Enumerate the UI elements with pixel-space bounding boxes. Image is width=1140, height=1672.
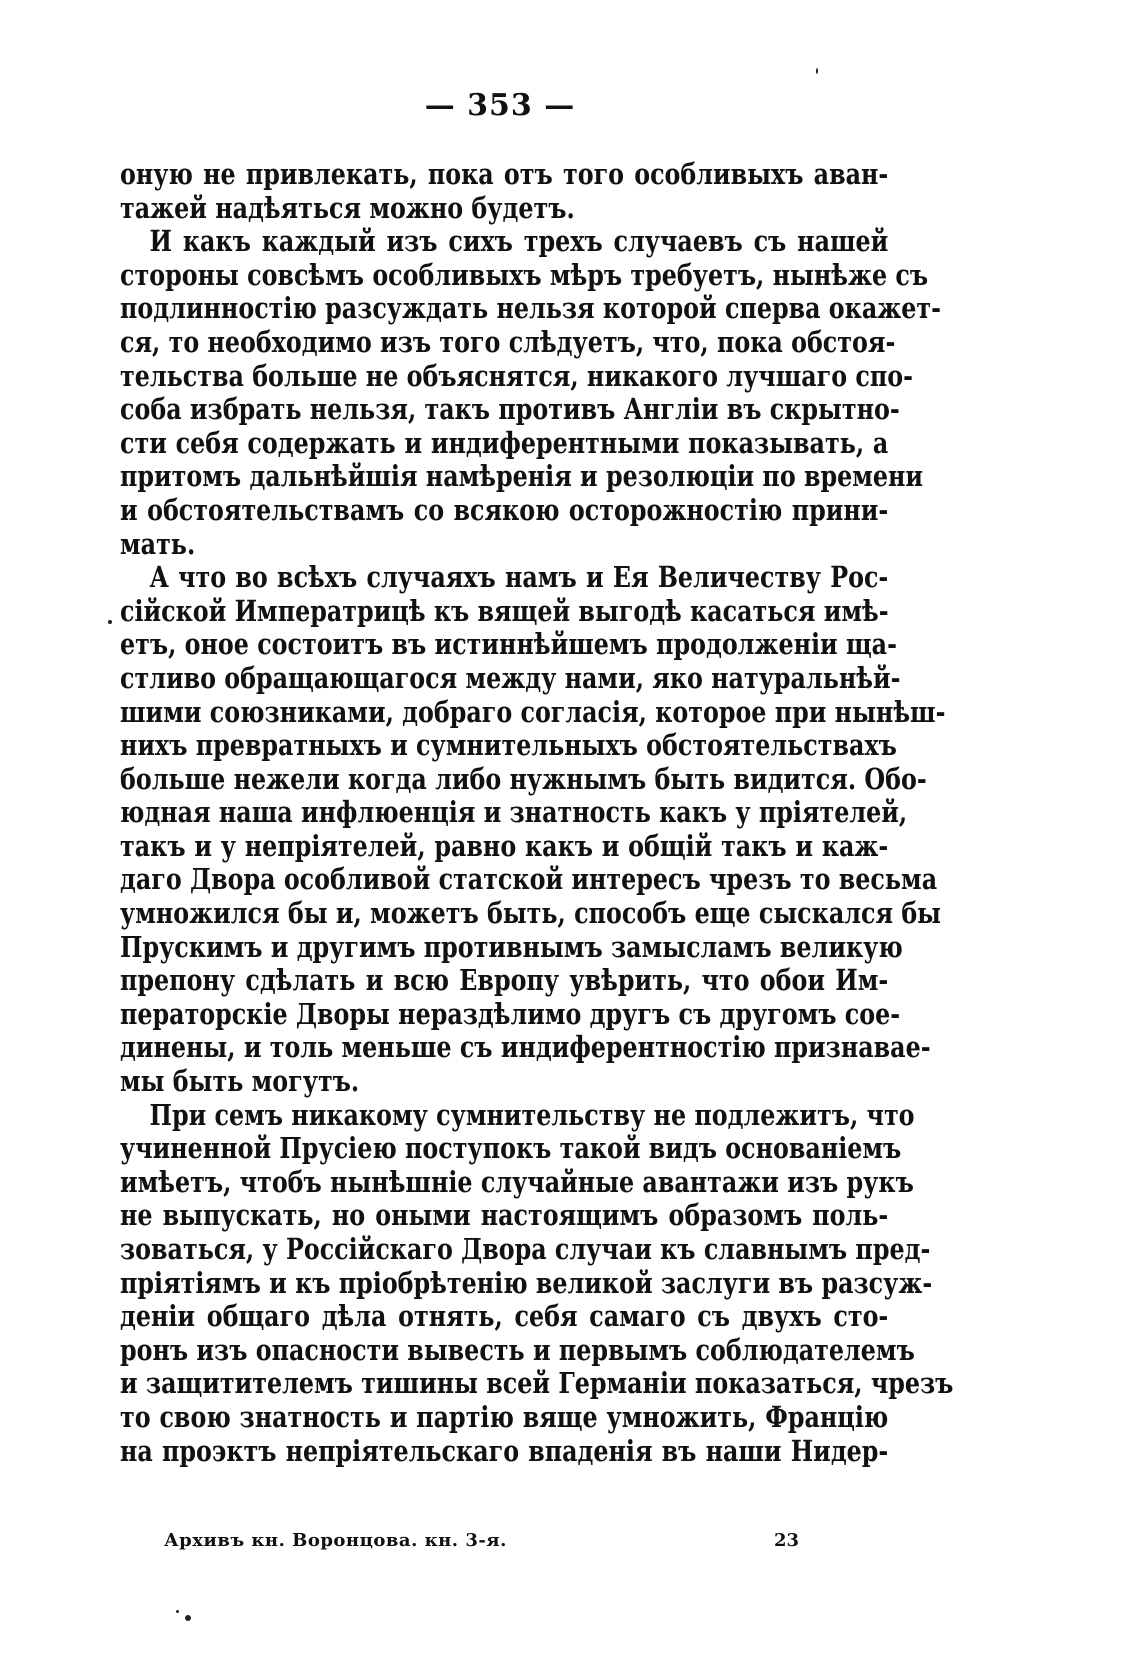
text-line: зоваться, у Россійскаго Двора случаи къ славнымъ пред- [120, 1232, 931, 1266]
text-line: даго Двора особливой статской интересъ чрезъ то весьма [120, 862, 938, 897]
text-line: пріятіямъ и къ пріобрѣтенію великой заслуги въ разсуж- [120, 1265, 933, 1300]
text-line: препону сдѣлать и всю Европу увѣрить, что обои Им- [120, 963, 889, 998]
page-number: — 353 — [424, 88, 576, 123]
text-line: мы быть могутъ. [120, 1064, 360, 1099]
text-line: учиненной Прусіею поступокъ такой видъ основаніемъ [120, 1131, 902, 1166]
text-line: умножился бы и, можетъ быть, способъ еще сыскался бы [120, 896, 942, 931]
text-line: шими союзниками, добраго согласія, которое при нынѣш- [120, 694, 946, 729]
text-line: ронъ изъ опасности вывесть и первымъ соблюдателемъ [120, 1332, 915, 1367]
text-line: тельства больше не объяснятся, никакого лучшаго спо- [120, 358, 913, 393]
text-line: етъ, оное состоитъ въ истиннѣйшемъ продолженіи щa- [120, 627, 897, 662]
scan-speck [108, 620, 112, 624]
text-line: стороны совсѣмъ особливыхъ мѣръ требуетъ, нынѣже съ [120, 257, 929, 292]
text-line: При семъ никакому сумнительству не подлежитъ, что [149, 1097, 915, 1132]
text-line: И какъ каждый изъ сихъ трехъ случаевъ съ нашей [149, 224, 889, 259]
text-line: соба избрать нельзя, такъ противъ Англіи въ скрытно- [120, 392, 900, 427]
text-line: динены, и толь меньше съ индиферентностію признавае- [120, 1030, 931, 1065]
text-line: стливо обращающагося между нами, яко натуральнѣй- [120, 660, 901, 695]
text-line: Прускимъ и другимъ противнымъ замысламъ великую [120, 929, 903, 964]
text-line: притомъ дальнѣйшія намѣренія и резолюціи по времени [120, 459, 924, 494]
text-line: деніи общаго дѣла отнять, себя самаго съ двухъ сто- [120, 1299, 889, 1334]
text-line: то свою знатность и партію вяще умножить, Францію [120, 1399, 889, 1434]
text-line: мать. [120, 526, 196, 561]
text-line: оную не привлекать, пока отъ того особливыхъ аван- [120, 157, 889, 191]
scan-speck [176, 1610, 179, 1613]
text-line: на проэктъ непріятельскаго впаденія въ наши Нидер- [120, 1433, 889, 1468]
text-line: не выпускать, но оными настоящимъ образомъ поль- [120, 1198, 889, 1233]
text-line: А что во всѣхъ случаяхъ намъ и Ея Величеству Рос- [149, 560, 889, 595]
text-line: сти себя содержать и индиферентными показывать, а [120, 425, 889, 460]
footer-signature: 23 [774, 1530, 800, 1551]
text-line: юдная наша инфлюенція и знатность какъ у пріятелей, [120, 795, 908, 830]
text-line: ся, то необходимо изъ того слѣдуетъ, что, пока обстоя- [120, 324, 896, 359]
text-line: подлинностію разсуждать нельзя которой сперва окажет- [120, 291, 941, 326]
scan-speck [185, 1615, 191, 1621]
text-line: и защитителемъ тишины всей Германіи показаться, чрезъ [120, 1366, 954, 1401]
text-line: больше нежели когда либо нужнымъ быть видится. Обо- [120, 761, 927, 796]
text-line: сійской Императрицѣ къ вящей выгодѣ касаться имѣ- [120, 593, 889, 628]
text-line: и обстоятельствамъ со всякою осторожностію прини- [120, 492, 889, 527]
footer-source: Архивъ кн. Воронцова. кн. 3-я. [164, 1530, 507, 1551]
scan-speck [816, 68, 818, 74]
text-line: имѣетъ, чтобъ нынѣшніе случайные авантажи изъ рукъ [120, 1164, 914, 1199]
text-line: такъ и у непріятелей, равно какъ и общій такъ и каж- [120, 828, 889, 863]
body-text [120, 157, 954, 1468]
text-line: ператорскіе Дворы нераздѣлимо другъ съ другомъ сое- [120, 996, 901, 1031]
text-line: тажей надѣяться можно будетъ. [120, 190, 575, 225]
text-line: нихъ превратныхъ и сумнительныхъ обстоятельствахъ [120, 728, 897, 763]
